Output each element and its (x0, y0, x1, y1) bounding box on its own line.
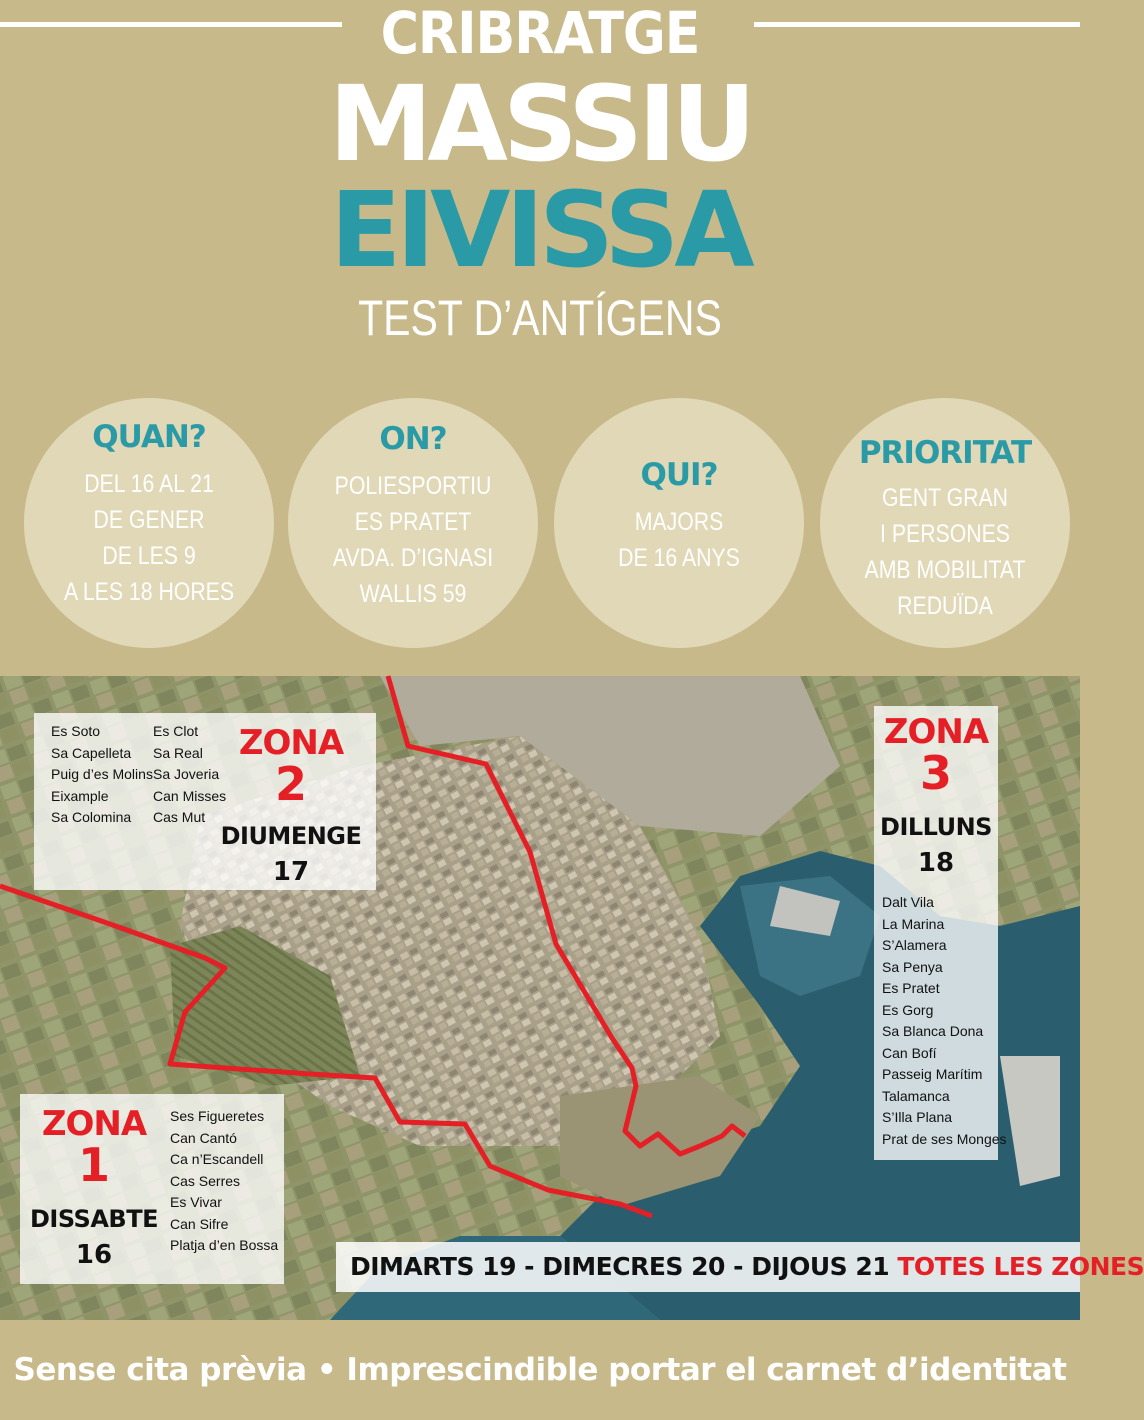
zone-1-panel (20, 1094, 284, 1284)
footer-text: Sense cita prèvia • Imprescindible portar el carnet d’identitat (13, 1352, 1067, 1388)
zone-day: DISSABTE (30, 1205, 158, 1233)
neighborhood-label: Talamanca (882, 1087, 950, 1104)
zone-3-neighborhoods (882, 892, 1007, 1150)
info-question: QUAN? (92, 419, 206, 455)
title-line-3: EIVISSA (330, 169, 750, 291)
zone-date: 18 (917, 848, 955, 878)
neighborhood-label: Prat de ses Monges (882, 1130, 1007, 1147)
info-question: QUI? (640, 457, 718, 493)
neighborhood-label: Dalt Vila (882, 894, 934, 910)
neighborhood-label: Can Cantó (170, 1129, 237, 1146)
zone-3-heading (874, 714, 998, 878)
title-line-1: CRIBRATGE (380, 0, 700, 67)
neighborhood-label: S’Illa Plana (882, 1109, 953, 1125)
days-list: DIMARTS 19 - DIMECRES 20 - DIJOUS 21 (350, 1252, 890, 1281)
neighborhood-label: Cas Serres (170, 1172, 241, 1189)
zone-1-heading (28, 1106, 160, 1270)
zone-day: DIUMENGE (220, 822, 362, 850)
zone-3-panel (874, 706, 1007, 1160)
zone-number: 3 (919, 746, 952, 800)
info-answer: MAJORS DE 16 ANYS (618, 508, 740, 572)
days-band (336, 1242, 1144, 1292)
zone-1-neighborhoods (170, 1106, 278, 1257)
info-question: ON? (379, 421, 447, 457)
neighborhood-label: Can Sifre (170, 1215, 229, 1232)
neighborhood-label: Ses Figueretes (170, 1108, 265, 1124)
info-answer: DEL 16 AL 21 DE GENER DE LES 9 A LES 18 HORES (63, 470, 235, 606)
neighborhood-label: Es Clot (153, 723, 199, 739)
neighborhood-label: Es Gorg (882, 1001, 934, 1018)
neighborhood-label: Es Pratet (882, 980, 940, 996)
neighborhood-label: Platja d’en Bossa (170, 1237, 279, 1253)
neighborhood-label: Sa Joveria (153, 766, 220, 782)
neighborhood-label: Can Bofí (882, 1044, 937, 1061)
neighborhood-label: Cas Mut (153, 809, 206, 825)
zone-label: ZONA (41, 1104, 147, 1144)
zone-date: 16 (75, 1240, 113, 1270)
neighborhood-label: Puig d’es Molins (51, 766, 153, 782)
neighborhood-label: S’Alamera (882, 937, 947, 953)
neighborhood-label: Es Soto (51, 723, 101, 739)
all-zones-label: TOTES LES ZONES (897, 1252, 1144, 1281)
info-circle-where (288, 398, 538, 648)
neighborhood-label: Es Vivar (170, 1194, 222, 1210)
neighborhood-label: La Marina (882, 915, 945, 932)
info-circle-when (24, 398, 274, 648)
subtitle: TEST D’ANTÍGENS (358, 290, 722, 346)
neighborhood-label: Sa Real (153, 744, 203, 761)
neighborhood-label: Eixample (51, 787, 109, 804)
title-line-2: MASSIU (328, 63, 752, 185)
zone-date: 17 (272, 857, 310, 887)
footer (0, 1320, 1080, 1420)
neighborhood-label: Passeig Marítim (882, 1066, 983, 1082)
zone-2-panel (34, 713, 376, 890)
neighborhood-label: Sa Blanca Dona (882, 1023, 984, 1039)
neighborhood-label: Ca n’Escandell (170, 1151, 264, 1167)
info-question: PRIORITAT (858, 435, 1032, 471)
days-band-text (350, 1250, 1144, 1284)
info-circle-priority (820, 398, 1070, 648)
zone-number: 1 (77, 1138, 110, 1192)
neighborhood-label: Sa Colomina (51, 809, 132, 825)
neighborhood-label: Sa Capelleta (51, 744, 132, 761)
aerial-map (0, 676, 1080, 1320)
zone-day: DILLUNS (880, 813, 992, 841)
neighborhood-label: Sa Penya (882, 958, 943, 975)
zone-number: 2 (274, 757, 307, 811)
zone-2-neighborhoods-col1 (51, 721, 153, 829)
info-circle-who (554, 398, 804, 648)
info-answer: POLIESPORTIU ES PRATET AVDA. D’IGNASI WALLIS 59 (332, 472, 494, 608)
zone-label: ZONA (238, 723, 344, 763)
zone-2-heading (214, 725, 368, 887)
zone-label: ZONA (883, 712, 989, 752)
neighborhood-label: Can Misses (153, 787, 227, 804)
info-answer: GENT GRAN I PERSONES AMB MOBILITAT REDUÏDA (864, 484, 1026, 620)
